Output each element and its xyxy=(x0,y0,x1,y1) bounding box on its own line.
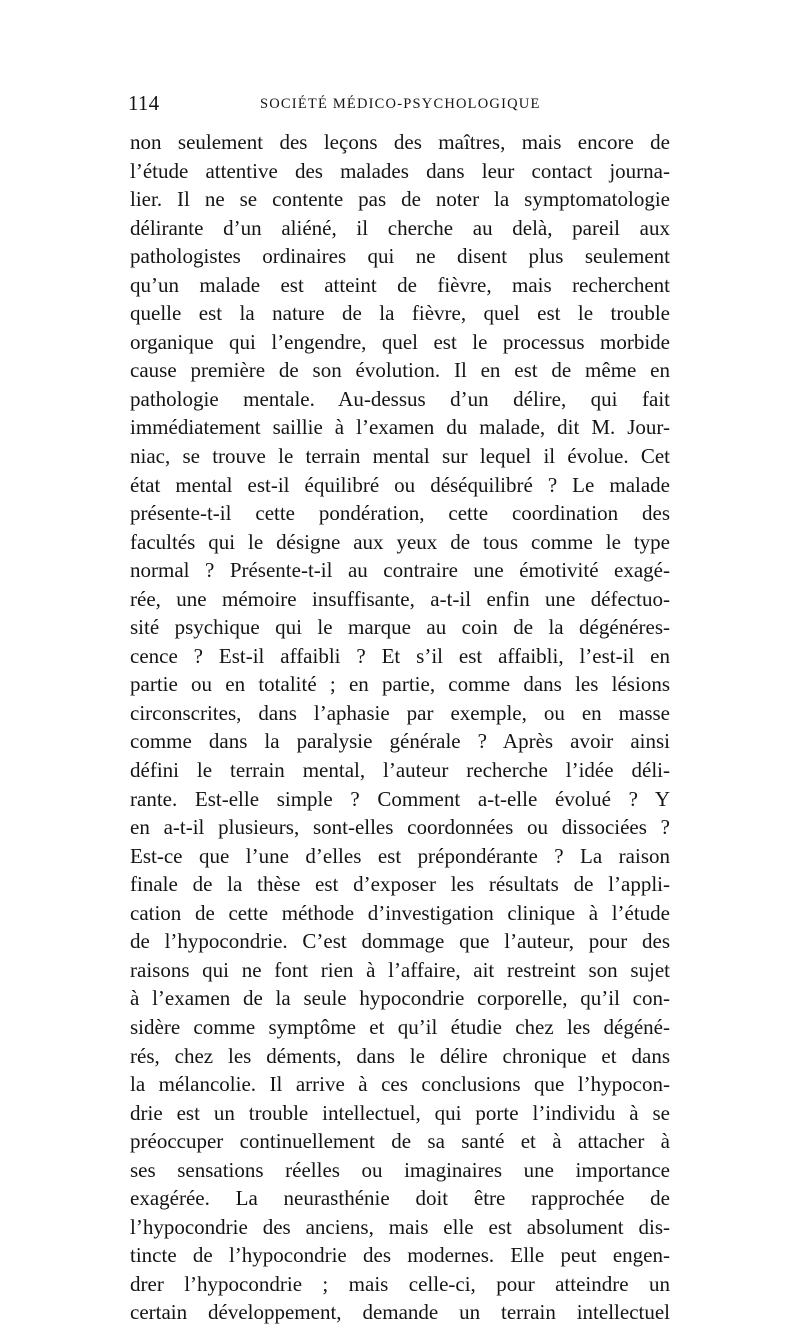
text-line: raisons qui ne font rien à l’affaire, ait restreint son sujet xyxy=(130,957,670,982)
body-text xyxy=(130,128,670,1327)
text-line: comme dans la paralysie générale ? Après avoir ainsi xyxy=(130,729,670,754)
text-line: niac, se trouve le terrain mental sur lequel il évolue. Cet xyxy=(130,444,670,469)
text-line: sité psychique qui le marque au coin de la dégénéres- xyxy=(130,615,670,640)
running-head xyxy=(128,90,676,120)
text-line: rés, chez les déments, dans le délire chronique et dans xyxy=(130,1043,670,1068)
text-line: ses sensations réelles ou imaginaires une importance xyxy=(130,1157,670,1182)
text-line: présente-t-il cette pondération, cette coordination des xyxy=(130,501,670,526)
text-line: l’étude attentive des malades dans leur contact journa- xyxy=(130,158,670,183)
text-line: drer l’hypocondrie ; mais celle-ci, pour atteindre un xyxy=(130,1271,670,1296)
text-line: non seulement des leçons des maîtres, mais encore de xyxy=(130,130,670,154)
text-line: organique qui l’engendre, quel est le processus morbide xyxy=(130,329,670,354)
text-line: exagérée. La neurasthénie doit être rapprochée de xyxy=(130,1186,670,1211)
text-line: lier. Il ne se contente pas de noter la symptomatologie xyxy=(130,187,670,212)
text-line: cence ? Est-il affaibli ? Et s’il est affaibli, l’est-il en xyxy=(130,643,670,668)
text-line: qu’un malade est atteint de fièvre, mais recherchent xyxy=(130,272,670,297)
text-line: facultés qui le désigne aux yeux de tous comme le type xyxy=(130,529,670,554)
running-head-title: SOCIÉTÉ MÉDICO-PSYCHOLOGIQUE xyxy=(260,96,541,112)
text-line: sidère comme symptôme et qu’il étudie chez les dégéné- xyxy=(130,1014,670,1039)
text-line: défini le terrain mental, l’auteur recherche l’idée déli- xyxy=(130,758,670,783)
text-line: partie ou en totalité ; en partie, comme dans les lésions xyxy=(130,672,670,697)
text-line: rée, une mémoire insuffisante, a-t-il enfin une défectuo- xyxy=(130,586,670,611)
text-line: finale de la thèse est d’exposer les résultats de l’appli- xyxy=(130,872,670,897)
text-line: préoccuper continuellement de sa santé et à attacher à xyxy=(130,1129,670,1154)
text-line: la mélancolie. Il arrive à ces conclusions que l’hypocon- xyxy=(130,1072,670,1097)
text-line: l’hypocondrie des anciens, mais elle est absolument dis- xyxy=(130,1214,670,1239)
text-line: pathologistes ordinaires qui ne disent plus seulement xyxy=(130,244,670,269)
text-line: en a-t-il plusieurs, sont-elles coordonnées ou dissociées ? xyxy=(130,815,670,840)
text-line: certain développement, demande un terrain intellectuel xyxy=(130,1300,670,1325)
text-line: normal ? Présente-t-il au contraire une émotivité exagé- xyxy=(130,558,670,583)
page-number: 114 xyxy=(128,91,160,115)
text-line: drie est un trouble intellectuel, qui porte l’individu à se xyxy=(130,1100,670,1125)
text-line: immédiatement saillie à l’examen du malade, dit M. Jour- xyxy=(130,415,670,440)
text-line: pathologie mentale. Au-dessus d’un délire, qui fait xyxy=(130,386,670,411)
text-line: quelle est la nature de la fièvre, quel est le trouble xyxy=(130,301,670,326)
text-line: rante. Est-elle simple ? Comment a-t-elle évolué ? Y xyxy=(130,786,670,811)
text-line: de l’hypocondrie. C’est dommage que l’auteur, pour des xyxy=(130,929,670,954)
text-line: Est-ce que l’une d’elles est prépondérante ? La raison xyxy=(130,843,670,868)
text-line: état mental est-il équilibré ou déséquilibré ? Le malade xyxy=(130,472,670,497)
text-line: cation de cette méthode d’investigation clinique à l’étude xyxy=(130,900,670,925)
text-line: tincte de l’hypocondrie des modernes. Elle peut engen- xyxy=(130,1243,670,1268)
text-line: circonscrites, dans l’aphasie par exemple, ou en masse xyxy=(130,700,670,725)
text-line: cause première de son évolution. Il en est de même en xyxy=(130,358,670,383)
text-line: délirante d’un aliéné, il cherche au delà, pareil aux xyxy=(130,215,670,240)
text-line: à l’examen de la seule hypocondrie corporelle, qu’il con- xyxy=(130,986,670,1011)
